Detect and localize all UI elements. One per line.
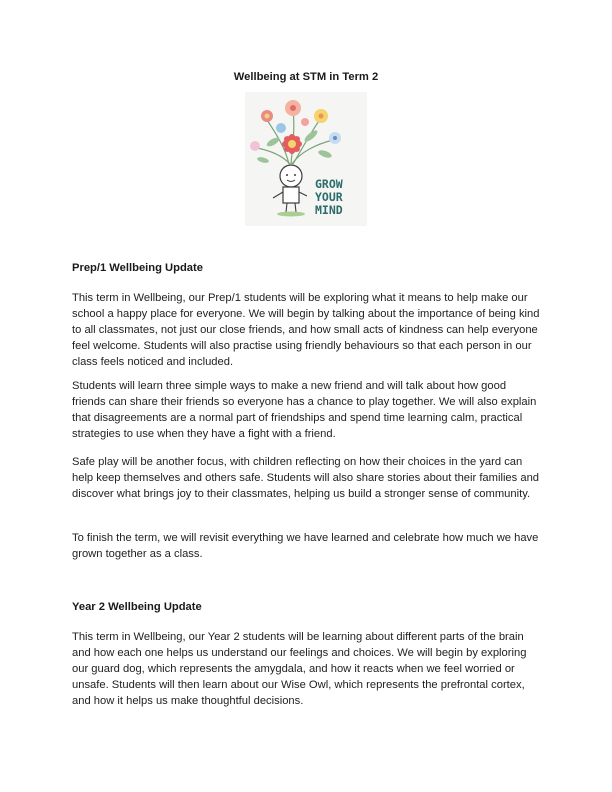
year2-section xyxy=(72,601,542,613)
prep-paragraph: This term in Wellbeing, our Prep/1 students will be exploring what it means to help make our school a happy place for everyone. We will begin by talking about the importance of being kind to all classmates, not just our close friends, and how small acts of kindness can help everyone feel welcome. Students will also practise using friendly behaviours so that each person in our class feels noticed and included. xyxy=(72,292,540,368)
logo-text-mind: MIND xyxy=(315,203,343,217)
document-title: Wellbeing at STM in Term 2 xyxy=(233,71,379,83)
flower-pot-illustration xyxy=(245,92,367,226)
prep-paragraph-3-wrap xyxy=(72,454,542,502)
prep-paragraph-2-wrap xyxy=(72,378,542,442)
prep-paragraph: Students will learn three simple ways to make a new friend and will talk about how good friends can share their friends so everyone has a chance to play together. We will also explain that disagreements are a normal part of friendships and spend time learning calm, practical strategies to use when they have a fight with a friend. xyxy=(72,380,537,440)
year2-paragraph-1-wrap xyxy=(72,629,542,709)
logo-text-your: YOUR xyxy=(315,190,343,204)
prep-paragraph-4-wrap xyxy=(72,530,542,562)
prep-section xyxy=(72,262,542,274)
logo-text-grow: GROW xyxy=(315,177,343,191)
prep-paragraph: To finish the term, we will revisit everything we have learned and celebrate how much we have grown together as a class. xyxy=(72,532,539,560)
year2-heading: Year 2 Wellbeing Update xyxy=(72,601,202,613)
prep-heading: Prep/1 Wellbeing Update xyxy=(72,262,203,274)
prep-paragraph-1-wrap xyxy=(72,290,542,370)
prep-paragraph: Safe play will be another focus, with children reflecting on how their choices in the yard can help keep themselves and others safe. Students will also share stories about their families and discover what brings joy to their classmates, helping us build a stronger sense of community. xyxy=(72,456,540,500)
year2-paragraph: This term in Wellbeing, our Year 2 students will be learning about different parts of the brain and how each one helps us understand our feelings and choices. We will begin by exploring our guard dog, which represents the amygdala, and how it reacts when we feel worried or unsafe. Students will then learn about our Wise Owl, which represents the prefrontal cortex, and how it helps us make thoughtful decisions. xyxy=(72,631,527,707)
grow-your-mind-logo xyxy=(245,92,367,226)
